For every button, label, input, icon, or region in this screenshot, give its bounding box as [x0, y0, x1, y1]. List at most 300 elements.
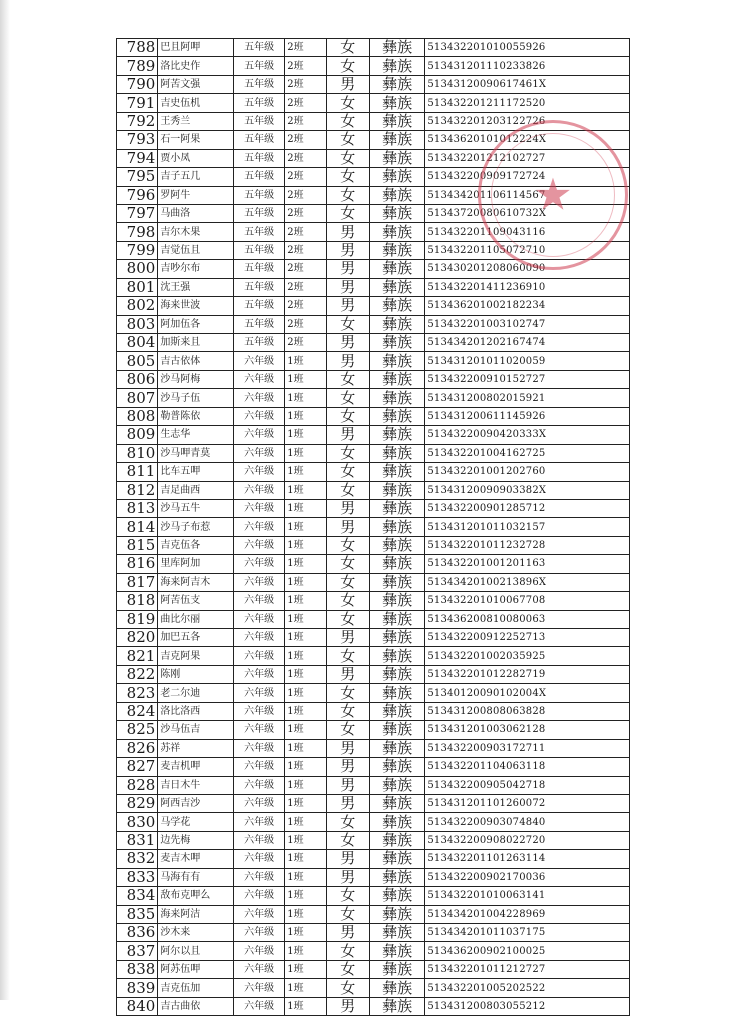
id-number-cell: 513432200901285712	[425, 499, 630, 517]
grade-cell: 五年级	[233, 168, 284, 186]
sex-cell: 女	[326, 389, 369, 407]
sex-cell: 男	[326, 739, 369, 757]
sex-cell: 女	[326, 370, 369, 388]
ethnicity-cell: 彝族	[369, 94, 424, 112]
table-row	[117, 407, 630, 425]
id-number-cell: 513431201110233826	[425, 57, 630, 75]
ethnicity-cell: 彝族	[369, 389, 424, 407]
sex-cell: 女	[326, 204, 369, 222]
grade-cell: 五年级	[233, 297, 284, 315]
grade-cell: 五年级	[233, 186, 284, 204]
grade-cell: 六年级	[233, 463, 284, 481]
grade-cell: 六年级	[233, 518, 284, 536]
id-number-cell: 513436200902100025	[425, 942, 630, 960]
table-row	[117, 131, 630, 149]
class-cell: 1班	[285, 979, 326, 997]
student-name: 马学花	[158, 813, 234, 831]
sex-cell: 女	[326, 536, 369, 554]
ethnicity-cell: 彝族	[369, 573, 424, 591]
student-name: 沙马阿梅	[158, 370, 234, 388]
sex-cell: 女	[326, 94, 369, 112]
class-cell: 1班	[285, 776, 326, 794]
class-cell: 1班	[285, 831, 326, 849]
class-cell: 1班	[285, 868, 326, 886]
scan-edge-shadow	[0, 0, 10, 1000]
id-number-cell: 513432200912252713	[425, 629, 630, 647]
class-cell: 2班	[285, 75, 326, 93]
student-name: 陈刚	[158, 665, 234, 683]
id-number-cell: 513432201101263114	[425, 850, 630, 868]
student-name: 阿加伍各	[158, 315, 234, 333]
student-name: 海来阿洁	[158, 905, 234, 923]
student-name: 马曲洛	[158, 204, 234, 222]
class-cell: 1班	[285, 592, 326, 610]
table-row	[117, 997, 630, 1015]
row-number: 809	[117, 426, 158, 444]
sex-cell: 女	[326, 684, 369, 702]
sex-cell: 男	[326, 260, 369, 278]
grade-cell: 五年级	[233, 315, 284, 333]
student-name: 里库阿加	[158, 555, 234, 573]
ethnicity-cell: 彝族	[369, 334, 424, 352]
table-row	[117, 444, 630, 462]
ethnicity-cell: 彝族	[369, 702, 424, 720]
id-number-cell: 513432201203122726	[425, 112, 630, 130]
table-row	[117, 758, 630, 776]
class-cell: 2班	[285, 260, 326, 278]
student-name: 巴且阿呷	[158, 39, 234, 57]
student-name: 边先梅	[158, 831, 234, 849]
student-name: 沙马伍吉	[158, 721, 234, 739]
student-name: 贾小凤	[158, 149, 234, 167]
sex-cell: 男	[326, 75, 369, 93]
sex-cell: 女	[326, 702, 369, 720]
row-number: 819	[117, 610, 158, 628]
row-number: 800	[117, 260, 158, 278]
sex-cell: 男	[326, 278, 369, 296]
student-name: 阿苦伍支	[158, 592, 234, 610]
grade-cell: 六年级	[233, 573, 284, 591]
grade-cell: 六年级	[233, 481, 284, 499]
class-cell: 1班	[285, 481, 326, 499]
row-number: 839	[117, 979, 158, 997]
ethnicity-cell: 彝族	[369, 831, 424, 849]
sex-cell: 男	[326, 794, 369, 812]
table-row	[117, 297, 630, 315]
sex-cell: 女	[326, 481, 369, 499]
id-number-cell: 513431201011032157	[425, 518, 630, 536]
ethnicity-cell: 彝族	[369, 942, 424, 960]
table-row	[117, 629, 630, 647]
row-number: 810	[117, 444, 158, 462]
grade-cell: 六年级	[233, 426, 284, 444]
id-number-cell: 513431201011020059	[425, 352, 630, 370]
student-name: 王秀兰	[158, 112, 234, 130]
sex-cell: 男	[326, 924, 369, 942]
student-name: 罗阿牛	[158, 186, 234, 204]
id-number-cell: 513432201109043116	[425, 223, 630, 241]
table-row	[117, 831, 630, 849]
id-number-cell: 513431200808063828	[425, 702, 630, 720]
student-name: 吉觉伍且	[158, 241, 234, 259]
grade-cell: 六年级	[233, 647, 284, 665]
ethnicity-cell: 彝族	[369, 887, 424, 905]
table-row	[117, 186, 630, 204]
id-number-cell: 513432200909172724	[425, 168, 630, 186]
student-name: 沙马子伍	[158, 389, 234, 407]
student-name: 阿苦文强	[158, 75, 234, 93]
table-row	[117, 592, 630, 610]
student-name: 马海有有	[158, 868, 234, 886]
class-cell: 1班	[285, 702, 326, 720]
table-row	[117, 647, 630, 665]
class-cell: 1班	[285, 499, 326, 517]
student-name: 阿尔以且	[158, 942, 234, 960]
sex-cell: 女	[326, 721, 369, 739]
id-number-cell: 513432201002035925	[425, 647, 630, 665]
grade-cell: 六年级	[233, 370, 284, 388]
sex-cell: 女	[326, 592, 369, 610]
student-name: 吉子五几	[158, 168, 234, 186]
row-number: 824	[117, 702, 158, 720]
class-cell: 1班	[285, 942, 326, 960]
row-number: 834	[117, 887, 158, 905]
row-number: 788	[117, 39, 158, 57]
sex-cell: 女	[326, 905, 369, 923]
row-number: 832	[117, 850, 158, 868]
sex-cell: 女	[326, 831, 369, 849]
id-number-cell: 51340120090102004X	[425, 684, 630, 702]
table-row	[117, 389, 630, 407]
row-number: 794	[117, 149, 158, 167]
row-number: 823	[117, 684, 158, 702]
sex-cell: 女	[326, 407, 369, 425]
id-number-cell: 513432200903172711	[425, 739, 630, 757]
student-name: 洛比洛西	[158, 702, 234, 720]
grade-cell: 六年级	[233, 979, 284, 997]
class-cell: 1班	[285, 352, 326, 370]
ethnicity-cell: 彝族	[369, 260, 424, 278]
id-number-cell: 513432201012282719	[425, 665, 630, 683]
ethnicity-cell: 彝族	[369, 278, 424, 296]
class-cell: 2班	[285, 57, 326, 75]
sex-cell: 女	[326, 315, 369, 333]
row-number: 813	[117, 499, 158, 517]
ethnicity-cell: 彝族	[369, 39, 424, 57]
table-row	[117, 573, 630, 591]
ethnicity-cell: 彝族	[369, 57, 424, 75]
table-row	[117, 278, 630, 296]
id-number-cell: 513436200810080063	[425, 610, 630, 628]
class-cell: 1班	[285, 758, 326, 776]
class-cell: 2班	[285, 186, 326, 204]
student-name: 敌布克呷么	[158, 887, 234, 905]
class-cell: 1班	[285, 850, 326, 868]
sex-cell: 男	[326, 758, 369, 776]
row-number: 825	[117, 721, 158, 739]
class-cell: 2班	[285, 39, 326, 57]
row-number: 840	[117, 997, 158, 1015]
row-number: 807	[117, 389, 158, 407]
grade-cell: 五年级	[233, 223, 284, 241]
table-row	[117, 260, 630, 278]
class-cell: 1班	[285, 813, 326, 831]
ethnicity-cell: 彝族	[369, 905, 424, 923]
table-row	[117, 352, 630, 370]
ethnicity-cell: 彝族	[369, 536, 424, 554]
row-number: 821	[117, 647, 158, 665]
sex-cell: 男	[326, 776, 369, 794]
ethnicity-cell: 彝族	[369, 868, 424, 886]
grade-cell: 六年级	[233, 610, 284, 628]
class-cell: 1班	[285, 647, 326, 665]
row-number: 838	[117, 960, 158, 978]
table-row	[117, 794, 630, 812]
sex-cell: 女	[326, 57, 369, 75]
ethnicity-cell: 彝族	[369, 647, 424, 665]
table-row	[117, 776, 630, 794]
row-number: 829	[117, 794, 158, 812]
table-row	[117, 94, 630, 112]
table-row	[117, 481, 630, 499]
student-name: 吉克伍加	[158, 979, 234, 997]
class-cell: 2班	[285, 131, 326, 149]
class-cell: 1班	[285, 536, 326, 554]
class-cell: 1班	[285, 426, 326, 444]
class-cell: 1班	[285, 518, 326, 536]
student-name: 吉足曲西	[158, 481, 234, 499]
table-row	[117, 905, 630, 923]
grade-cell: 五年级	[233, 39, 284, 57]
grade-cell: 五年级	[233, 260, 284, 278]
class-cell: 2班	[285, 168, 326, 186]
star-icon: ★	[533, 169, 573, 221]
table-row	[117, 924, 630, 942]
class-cell: 2班	[285, 241, 326, 259]
id-number-cell: 513431200803055212	[425, 997, 630, 1015]
id-number-cell: 513432200902170036	[425, 868, 630, 886]
sex-cell: 男	[326, 334, 369, 352]
ethnicity-cell: 彝族	[369, 518, 424, 536]
id-number-cell: 51343720080610732X	[425, 204, 630, 222]
class-cell: 2班	[285, 297, 326, 315]
ethnicity-cell: 彝族	[369, 794, 424, 812]
id-number-cell: 513432201011212727	[425, 960, 630, 978]
row-number: 801	[117, 278, 158, 296]
grade-cell: 六年级	[233, 887, 284, 905]
grade-cell: 五年级	[233, 278, 284, 296]
student-name: 吉尔木果	[158, 223, 234, 241]
row-number: 802	[117, 297, 158, 315]
id-number-cell: 513432201010063141	[425, 887, 630, 905]
student-name: 吉史伍机	[158, 94, 234, 112]
row-number: 833	[117, 868, 158, 886]
table-row	[117, 610, 630, 628]
row-number: 795	[117, 168, 158, 186]
student-name: 沙马子布惹	[158, 518, 234, 536]
ethnicity-cell: 彝族	[369, 149, 424, 167]
table-row	[117, 168, 630, 186]
class-cell: 2班	[285, 94, 326, 112]
student-name: 勒普陈依	[158, 407, 234, 425]
table-row	[117, 315, 630, 333]
sex-cell: 女	[326, 186, 369, 204]
ethnicity-cell: 彝族	[369, 204, 424, 222]
id-number-cell: 513430201208060090	[425, 260, 630, 278]
grade-cell: 六年级	[233, 389, 284, 407]
class-cell: 2班	[285, 204, 326, 222]
grade-cell: 六年级	[233, 960, 284, 978]
sex-cell: 男	[326, 850, 369, 868]
table-row	[117, 702, 630, 720]
id-number-cell: 51343620101012224X	[425, 131, 630, 149]
table-row	[117, 684, 630, 702]
id-number-cell: 513432200905042718	[425, 776, 630, 794]
student-name: 阿西吉沙	[158, 794, 234, 812]
student-name: 石一阿果	[158, 131, 234, 149]
class-cell: 2班	[285, 334, 326, 352]
id-number-cell: 513432201001202760	[425, 463, 630, 481]
id-number-cell: 513431201003062128	[425, 721, 630, 739]
row-number: 803	[117, 315, 158, 333]
id-number-cell: 513432200903074840	[425, 813, 630, 831]
grade-cell: 六年级	[233, 352, 284, 370]
grade-cell: 六年级	[233, 813, 284, 831]
ethnicity-cell: 彝族	[369, 463, 424, 481]
student-name: 生志华	[158, 426, 234, 444]
row-number: 828	[117, 776, 158, 794]
id-number-cell: 513432200908022720	[425, 831, 630, 849]
class-cell: 1班	[285, 684, 326, 702]
class-cell: 2班	[285, 315, 326, 333]
table-row	[117, 739, 630, 757]
class-cell: 1班	[285, 573, 326, 591]
id-number-cell: 513432201104063118	[425, 758, 630, 776]
ethnicity-cell: 彝族	[369, 241, 424, 259]
table-row	[117, 463, 630, 481]
grade-cell: 六年级	[233, 794, 284, 812]
table-row	[117, 665, 630, 683]
row-number: 822	[117, 665, 158, 683]
sex-cell: 男	[326, 297, 369, 315]
row-number: 816	[117, 555, 158, 573]
id-number-cell: 513432201105072710	[425, 241, 630, 259]
student-name: 麦吉机呷	[158, 758, 234, 776]
student-name: 吉日木牛	[158, 776, 234, 794]
ethnicity-cell: 彝族	[369, 997, 424, 1015]
table-row	[117, 334, 630, 352]
ethnicity-cell: 彝族	[369, 813, 424, 831]
table-row	[117, 813, 630, 831]
table-row	[117, 536, 630, 554]
class-cell: 1班	[285, 905, 326, 923]
table-row	[117, 499, 630, 517]
grade-cell: 六年级	[233, 536, 284, 554]
table-row	[117, 370, 630, 388]
grade-cell: 六年级	[233, 444, 284, 462]
table-row	[117, 149, 630, 167]
table-row	[117, 979, 630, 997]
id-number-cell: 51343420100213896X	[425, 573, 630, 591]
grade-cell: 五年级	[233, 131, 284, 149]
sex-cell: 女	[326, 610, 369, 628]
grade-cell: 六年级	[233, 721, 284, 739]
grade-cell: 六年级	[233, 776, 284, 794]
grade-cell: 六年级	[233, 555, 284, 573]
table-row	[117, 960, 630, 978]
student-name: 吉克阿果	[158, 647, 234, 665]
ethnicity-cell: 彝族	[369, 592, 424, 610]
grade-cell: 六年级	[233, 997, 284, 1015]
row-number: 799	[117, 241, 158, 259]
class-cell: 1班	[285, 389, 326, 407]
ethnicity-cell: 彝族	[369, 426, 424, 444]
ethnicity-cell: 彝族	[369, 924, 424, 942]
id-number-cell: 513431201101260072	[425, 794, 630, 812]
table-row	[117, 721, 630, 739]
grade-cell: 五年级	[233, 112, 284, 130]
ethnicity-cell: 彝族	[369, 168, 424, 186]
id-number-cell: 513434201202167474	[425, 334, 630, 352]
grade-cell: 六年级	[233, 665, 284, 683]
class-cell: 1班	[285, 721, 326, 739]
table-row	[117, 39, 630, 57]
id-number-cell: 513432201005202522	[425, 979, 630, 997]
table-row	[117, 850, 630, 868]
grade-cell: 六年级	[233, 868, 284, 886]
student-name: 沙木来	[158, 924, 234, 942]
sex-cell: 女	[326, 39, 369, 57]
ethnicity-cell: 彝族	[369, 315, 424, 333]
row-number: 815	[117, 536, 158, 554]
id-number-cell: 513432201004162725	[425, 444, 630, 462]
class-cell: 1班	[285, 794, 326, 812]
student-name: 苏祥	[158, 739, 234, 757]
class-cell: 1班	[285, 997, 326, 1015]
grade-cell: 六年级	[233, 758, 284, 776]
sex-cell: 男	[326, 629, 369, 647]
id-number-cell: 513431200611145926	[425, 407, 630, 425]
id-number-cell: 513432201211172520	[425, 94, 630, 112]
row-number: 817	[117, 573, 158, 591]
ethnicity-cell: 彝族	[369, 499, 424, 517]
row-number: 811	[117, 463, 158, 481]
row-number: 818	[117, 592, 158, 610]
ethnicity-cell: 彝族	[369, 979, 424, 997]
student-name: 沙马呷青莫	[158, 444, 234, 462]
ethnicity-cell: 彝族	[369, 684, 424, 702]
sex-cell: 女	[326, 813, 369, 831]
grade-cell: 六年级	[233, 850, 284, 868]
class-cell: 1班	[285, 555, 326, 573]
row-number: 792	[117, 112, 158, 130]
row-number: 808	[117, 407, 158, 425]
row-number: 812	[117, 481, 158, 499]
id-number-cell: 513431200802015921	[425, 389, 630, 407]
sex-cell: 女	[326, 960, 369, 978]
class-cell: 1班	[285, 739, 326, 757]
student-name: 老二尔迪	[158, 684, 234, 702]
class-cell: 1班	[285, 444, 326, 462]
sex-cell: 男	[326, 868, 369, 886]
row-number: 804	[117, 334, 158, 352]
student-name: 曲比尔丽	[158, 610, 234, 628]
row-number: 836	[117, 924, 158, 942]
grade-cell: 六年级	[233, 942, 284, 960]
class-cell: 2班	[285, 278, 326, 296]
grade-cell: 五年级	[233, 94, 284, 112]
grade-cell: 六年级	[233, 592, 284, 610]
